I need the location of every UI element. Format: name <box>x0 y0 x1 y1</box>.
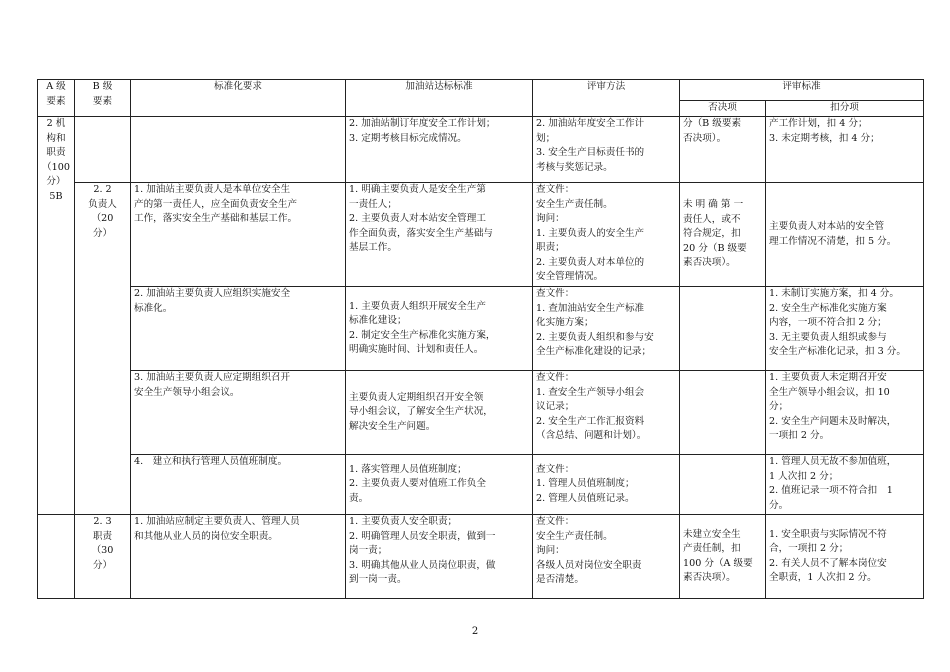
b-element-2-3 <box>75 515 131 599</box>
cell-line: （含总结、问题和计划）。 <box>536 430 647 441</box>
table-row-continued <box>38 117 924 183</box>
header-review-method: 评审方法 <box>533 80 680 117</box>
cell-line: 20 分（B 级要 <box>683 242 747 254</box>
standards-table <box>37 79 924 599</box>
veto-cell <box>680 117 766 183</box>
method-cell <box>533 287 680 371</box>
b-element-cell-empty <box>75 117 131 183</box>
cell-line: 100 分（A 级要 <box>683 557 753 569</box>
cell-line: 1. 主要负责人未定期召开安 <box>769 372 887 383</box>
method-cell <box>533 183 680 287</box>
deduction-cell <box>766 287 924 371</box>
table-row <box>38 183 924 287</box>
cell-line: 要素 <box>92 95 113 107</box>
cell-line: 未 明 确 第 一 <box>683 199 744 211</box>
cell-line: 职责 <box>92 530 113 542</box>
cell-line: 1. 加油站主要负责人是本单位安全生 <box>134 184 291 195</box>
deduction-cell <box>766 455 924 515</box>
requirement-cell <box>131 455 346 515</box>
cell-line: 合，一项扣 2 分； <box>769 543 849 554</box>
cell-line: 要素 <box>46 95 66 107</box>
a-element-cell-empty <box>38 515 75 599</box>
cell-line: 2. 主要负责人要对值班工作负全 <box>349 478 486 490</box>
cell-line: 理工作情况不清楚，扣 5 分。 <box>769 235 897 247</box>
cell-line: 到一岗一责。 <box>349 574 407 585</box>
requirement-cell <box>131 371 346 455</box>
standard-cell <box>346 455 533 515</box>
cell-line: 1. 查加油站安全生产标准 <box>536 302 645 314</box>
standard-cell <box>346 183 533 287</box>
method-cell <box>533 117 680 183</box>
cell-line: 内容，一项不符合扣 2 分； <box>769 317 887 328</box>
cell-line: 一责任人； <box>349 198 397 210</box>
table-row <box>38 515 924 599</box>
cell-line: 各级人员对岗位安全职责 <box>536 559 642 571</box>
cell-line: 查文件： <box>536 184 575 195</box>
cell-line: 安全生产标准化记录，扣 3 分。 <box>769 346 906 357</box>
cell-line: 分） <box>92 559 113 571</box>
cell-line: 1. 主要负责人的安全生产 <box>536 227 645 239</box>
cell-line: 1 人次扣 2 分； <box>769 470 839 482</box>
cell-line: 全生产领导小组会议，扣 10 <box>769 386 890 398</box>
method-cell <box>533 371 680 455</box>
cell-line: 3. 定期考核目标完成情况。 <box>349 132 467 144</box>
deduction-cell <box>766 371 924 455</box>
cell-line: 划； <box>536 132 556 144</box>
cell-line: 安全生产责任制。 <box>536 530 613 542</box>
standard-cell <box>346 515 533 599</box>
header-deduction: 扣分项 <box>766 101 924 117</box>
cell-line: A 级 <box>46 81 66 92</box>
header-review-criteria: 评审标准 <box>680 80 924 101</box>
cell-line: 标准化建设； <box>349 315 407 326</box>
cell-line: （20 <box>91 213 114 224</box>
cell-line: 素否决项）。 <box>683 572 736 583</box>
cell-line: 符合规定，扣 <box>683 228 741 240</box>
cell-line: 1. 管理人员值班制度； <box>536 478 635 490</box>
cell-line: 2. 主要负责人对本单位的 <box>536 256 645 268</box>
cell-line: 基层工作。 <box>349 242 397 253</box>
header-b-level <box>75 80 131 117</box>
cell-line: 考核与奖惩记录。 <box>536 161 613 173</box>
cell-line: 全生产标准化建设的记录； <box>536 346 652 357</box>
method-cell <box>533 455 680 515</box>
cell-line: 3. 未定期考核，扣 4 分； <box>769 132 880 144</box>
cell-line: 查文件： <box>536 372 575 383</box>
cell-line: B 级 <box>92 81 113 92</box>
a-element-cell <box>38 117 75 515</box>
cell-line: 岗一责； <box>349 545 388 556</box>
cell-line: 分。 <box>769 499 789 511</box>
cell-line: 标准化。 <box>134 302 173 314</box>
cell-line: 未建立安全生 <box>683 528 741 540</box>
cell-line: 分； <box>769 401 789 412</box>
cell-line: 工作，落实安全生产基础和基层工作。 <box>134 213 298 224</box>
cell-line: 否决项）。 <box>683 132 727 144</box>
method-cell <box>533 515 680 599</box>
cell-line: 产的第一责任人，应全面负责安全生产 <box>134 198 298 210</box>
cell-line: 主要负责人对本站的安全管 <box>769 221 885 232</box>
cell-line: 责任人，或不 <box>683 213 741 225</box>
cell-line: 分（B 级要素 <box>683 118 742 129</box>
cell-line: 一项扣 2 分。 <box>769 430 830 441</box>
cell-line: 分） <box>46 176 66 187</box>
deduction-cell <box>766 515 924 599</box>
cell-line: 全职责，1 人次扣 2 分。 <box>769 572 877 583</box>
cell-line: 1. 主要负责人安全职责； <box>349 516 458 527</box>
cell-line: 1. 未制订实施方案，扣 4 分。 <box>769 288 899 299</box>
header-station-standard: 加油站达标标准 <box>346 80 533 117</box>
deduction-cell <box>766 117 924 183</box>
cell-line: 2. 安全生产工作汇报资料 <box>536 415 645 427</box>
cell-line: 1. 查安全生产领导小组会 <box>536 386 645 398</box>
cell-line: 2. 有关人员不了解本岗位安 <box>769 557 887 569</box>
standard-cell <box>346 117 533 183</box>
requirement-cell <box>131 287 346 371</box>
header-requirement: 标准化要求 <box>131 80 346 117</box>
table-row <box>38 287 924 371</box>
b-element-2-2 <box>75 183 131 515</box>
cell-line: 职责 <box>46 147 66 158</box>
cell-line: 3. 安全生产目标责任书的 <box>536 147 645 158</box>
cell-line: 2. 制定安全生产标准化实施方案， <box>349 329 496 341</box>
veto-cell <box>680 371 766 455</box>
cell-line: 分） <box>92 227 113 239</box>
cell-line: 询问： <box>536 213 565 224</box>
standard-cell <box>346 287 533 371</box>
cell-line: 3. 无主要负责人组织或参与 <box>769 331 887 343</box>
cell-line: 1. 主要负责人组织开展安全生产 <box>349 300 486 312</box>
cell-line: 2 机 <box>46 118 66 129</box>
cell-line: 解决安全生产问题。 <box>349 420 436 432</box>
cell-line: 素否决项）。 <box>683 257 736 269</box>
cell-line: 2. 主要负责人对本站安全管理工 <box>349 213 486 224</box>
cell-line: 安全管理情况。 <box>536 271 604 282</box>
cell-line: 2. 安全生产问题未及时解决， <box>769 415 897 427</box>
requirement-cell <box>131 515 346 599</box>
cell-line: 主要负责人定期组织召开安全领 <box>349 391 484 403</box>
cell-line: 议记录； <box>536 401 575 412</box>
cell-line: 2. 明确管理人员安全职责，做到一 <box>349 530 496 542</box>
cell-line: 产工作计划，扣 4 分； <box>769 118 868 129</box>
header-veto: 否决项 <box>680 101 766 117</box>
standard-cell <box>346 371 533 455</box>
cell-line: 1. 安全职责与实际情况不符 <box>769 528 887 540</box>
veto-cell <box>680 183 766 287</box>
cell-line: 作全面负责，落实安全生产基础与 <box>349 227 493 239</box>
cell-line: 3. 加油站主要负责人应定期组织召开 <box>134 372 291 383</box>
cell-line: 查文件： <box>536 463 575 475</box>
cell-line: 责。 <box>349 492 369 504</box>
cell-line: 查文件： <box>536 288 575 299</box>
cell-line: 2. 值班记录一项不符合扣 1 <box>769 485 893 496</box>
veto-cell <box>680 287 766 371</box>
cell-line: 2. 加油站制订年度安全工作计划； <box>349 118 496 129</box>
cell-line: （30 <box>91 545 114 556</box>
cell-line: 2. 管理人员值班记录。 <box>536 492 635 504</box>
cell-line: 1. 明确主要负责人是安全生产第 <box>349 184 486 195</box>
cell-line: 4. 建立和执行管理人员值班制度。 <box>134 456 288 467</box>
cell-line: 负责人 <box>88 198 117 210</box>
cell-line: 2. 2 <box>93 184 112 195</box>
veto-cell <box>680 515 766 599</box>
cell-line: 2. 加油站年度安全工作计 <box>536 118 645 129</box>
cell-line: 2. 安全生产标准化实施方案 <box>769 302 887 314</box>
deduction-cell <box>766 183 924 287</box>
cell-line: 安全生产领导小组会议。 <box>134 386 240 398</box>
cell-line: 构和 <box>46 132 66 144</box>
cell-line: 5B <box>49 190 63 202</box>
cell-line: 2. 3 <box>93 516 112 527</box>
table-row <box>38 455 924 515</box>
cell-line: 和其他从业人员的岗位安全职责。 <box>134 530 278 542</box>
cell-line: 职责； <box>536 242 565 253</box>
cell-line: 化实施方案； <box>536 317 594 328</box>
cell-line: 安全生产责任制。 <box>536 198 613 210</box>
requirement-cell <box>131 183 346 287</box>
cell-line: 产责任制，扣 <box>683 543 741 554</box>
cell-line: 明确实施时间、计划和责任人。 <box>349 344 484 355</box>
cell-line: 2. 主要负责人组织和参与安 <box>536 331 654 343</box>
cell-line: 导小组会议，了解安全生产状况， <box>349 406 493 418</box>
header-a-level <box>38 80 75 117</box>
veto-cell <box>680 455 766 515</box>
requirement-cell-empty <box>131 117 346 183</box>
cell-line: 查文件： <box>536 516 575 527</box>
cell-line: 2. 加油站主要负责人应组织实施安全 <box>134 288 291 299</box>
cell-line: 1. 落实管理人员值班制度； <box>349 463 467 475</box>
cell-line: 询问： <box>536 545 565 556</box>
cell-line: 3. 明确其他从业人员岗位职责，做 <box>349 559 496 571</box>
cell-line: 1. 加油站应制定主要负责人、管理人员 <box>134 516 300 527</box>
page-number: 2 <box>471 626 479 637</box>
cell-line: 1. 管理人员无故不参加值班， <box>769 456 897 467</box>
cell-line: 是否清楚。 <box>536 574 584 585</box>
table-row <box>38 371 924 455</box>
cell-line: （100 <box>42 161 70 173</box>
